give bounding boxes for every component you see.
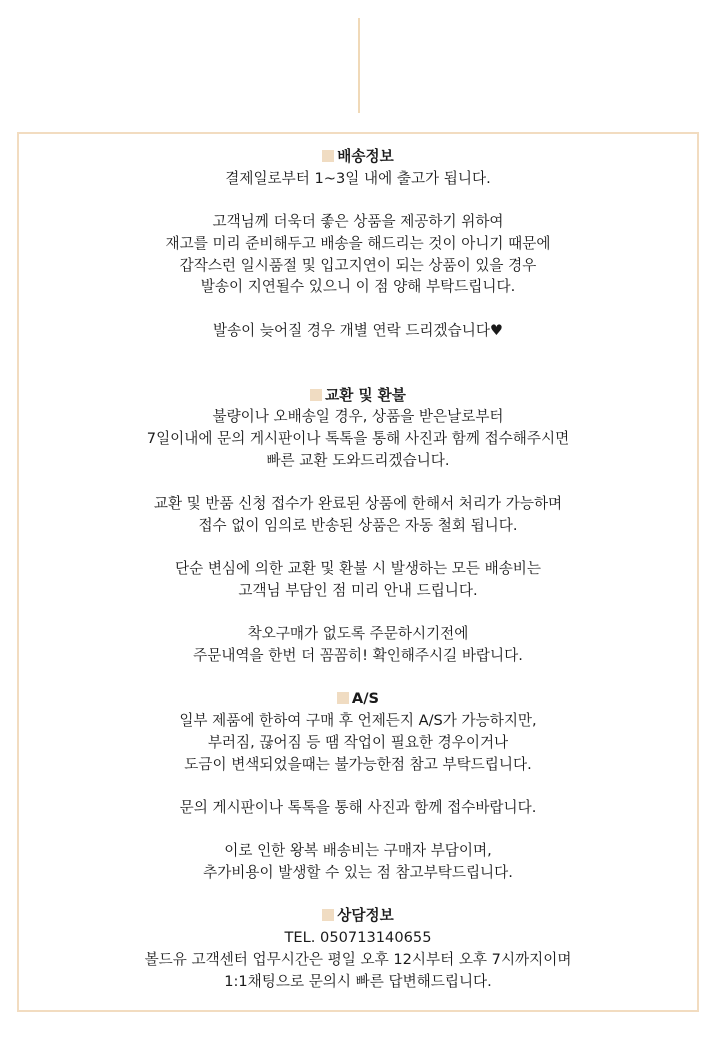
exchange-heading <box>19 385 697 407</box>
text-line: 고객님 부담인 점 미리 안내 드립니다. <box>238 581 478 599</box>
square-bullet-icon <box>337 692 349 704</box>
square-bullet-icon <box>310 389 322 401</box>
text-line: 볼드유 고객센터 업무시간은 평일 오후 12시부터 오후 7시까지이며 <box>144 950 572 968</box>
as-title: A/S <box>351 690 380 708</box>
text-line: 고객님께 더욱더 좋은 상품을 제공하기 위하여 <box>212 213 504 231</box>
text-line: 발송이 지연될수 있으니 이 점 양해 부탁드립니다. <box>200 278 516 296</box>
spacer <box>19 819 697 841</box>
spacer <box>19 189 697 211</box>
spacer <box>19 602 697 624</box>
consult-heading <box>19 905 697 927</box>
text-line: 부러짐, 끊어짐 등 땜 작업이 필요한 경우이거나 <box>207 733 509 751</box>
as-section <box>19 688 697 883</box>
text-line: 이로 인한 왕복 배송비는 구매자 부담이며, <box>224 842 492 860</box>
square-bullet-icon <box>322 909 334 921</box>
exchange-section <box>19 385 697 667</box>
text-line: 7일이내에 문의 게시판이나 톡톡을 통해 사진과 함께 접수해주시면 <box>146 430 570 448</box>
text-line: 착오구매가 없도록 주문하시기전에 <box>247 625 469 643</box>
text-line: 접수 없이 임의로 반송된 상품은 자동 철회 됩니다. <box>198 516 518 534</box>
text-line: 빠른 교환 도와드리겠습니다. <box>266 451 450 469</box>
top-divider-line <box>358 18 360 113</box>
as-heading <box>19 688 697 710</box>
text-line: 주문내역을 한번 더 꼼꼼히! 확인해주시길 바랍니다. <box>193 647 523 665</box>
spacer <box>19 341 697 363</box>
text-line: 결제일로부터 1~3일 내에 출고가 됩니다. <box>225 169 491 187</box>
text-line: 불량이나 오배송일 경우, 상품을 받은날로부터 <box>212 408 504 426</box>
text-line: 발송이 늦어질 경우 개별 연락 드리겠습니다♥ <box>212 321 504 339</box>
text-line: 교환 및 반품 신청 접수가 완료된 상품에 한해서 처리가 가능하며 <box>153 495 563 513</box>
spacer <box>19 884 697 906</box>
spacer <box>19 363 697 385</box>
consult-section <box>19 905 697 992</box>
text-line: 도금이 변색되었을때는 불가능한점 참고 부탁드립니다. <box>184 755 532 773</box>
exchange-title: 교환 및 환불 <box>325 386 406 404</box>
shipping-section <box>19 146 697 341</box>
spacer <box>19 775 697 797</box>
spacer <box>19 471 697 493</box>
phone-number: TEL. 050713140655 <box>284 929 432 947</box>
text-line: 1:1채팅으로 문의시 빠른 답변해드립니다. <box>224 972 492 990</box>
text-line: 갑작스런 일시품절 및 입고지연이 되는 상품이 있을 경우 <box>179 256 537 274</box>
text-line: 단순 변심에 의한 교환 및 환불 시 발생하는 모든 배송비는 <box>175 560 541 578</box>
square-bullet-icon <box>322 150 334 162</box>
spacer <box>19 537 697 559</box>
text-line: 추가비용이 발생할 수 있는 점 참고부탁드립니다. <box>203 864 513 882</box>
text-line: 재고를 미리 준비해두고 배송을 해드리는 것이 아니기 때문에 <box>165 234 551 252</box>
info-box <box>17 132 699 1012</box>
shipping-heading <box>19 146 697 168</box>
info-content <box>19 146 697 992</box>
text-line: 일부 제품에 한하여 구매 후 언제든지 A/S가 가능하지만, <box>179 712 537 730</box>
shipping-title: 배송정보 <box>337 148 394 165</box>
consult-title: 상담정보 <box>337 907 394 925</box>
spacer <box>19 298 697 320</box>
text-line: 문의 게시판이나 톡톡을 통해 사진과 함께 접수바랍니다. <box>179 798 537 816</box>
spacer <box>19 667 697 689</box>
